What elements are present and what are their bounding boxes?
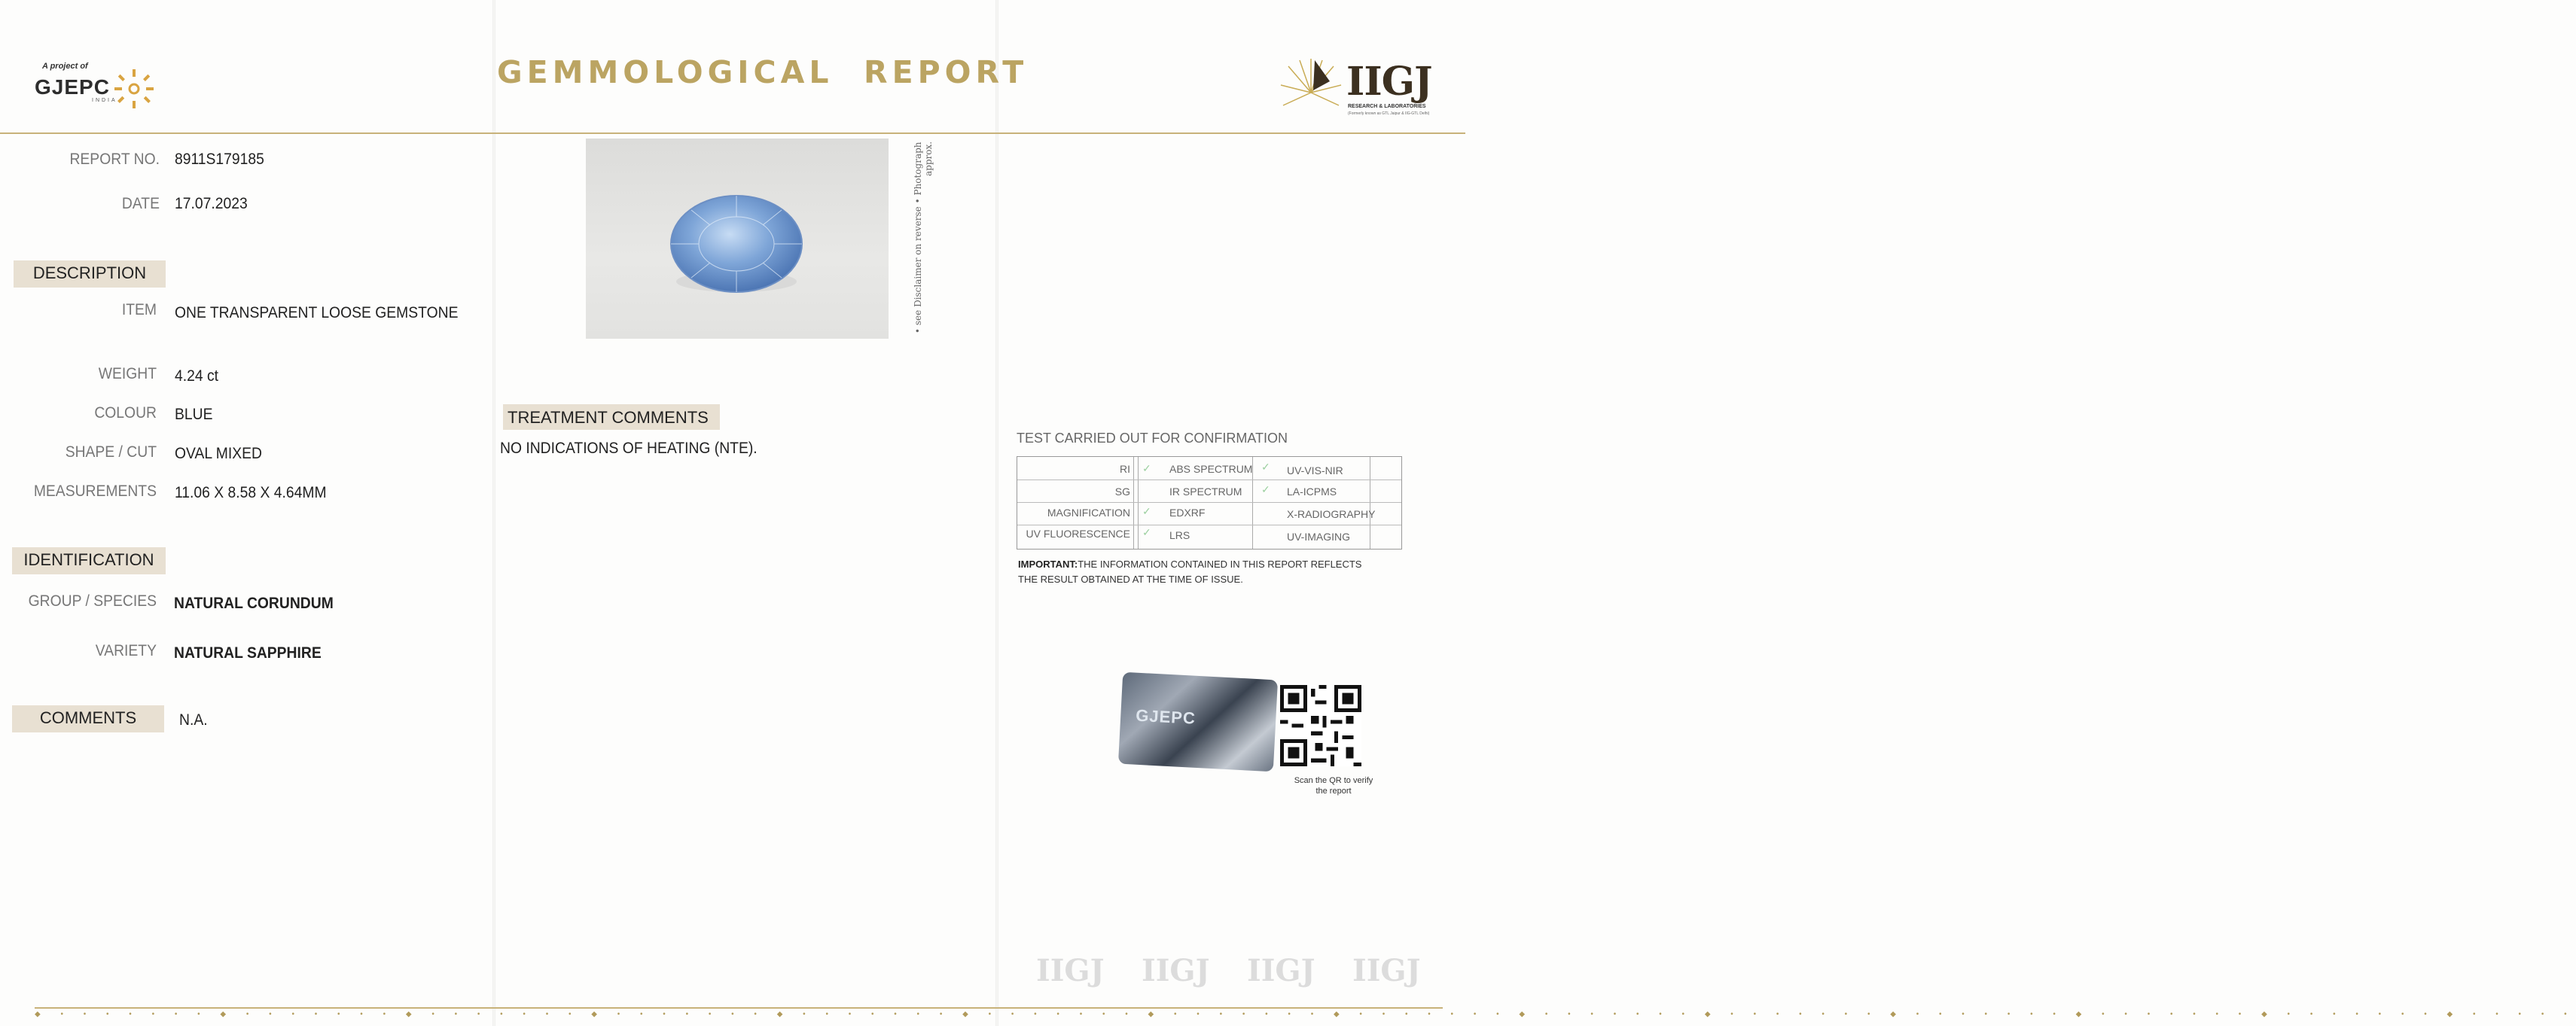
test-ri: RI [1120, 463, 1130, 475]
date-label: DATE [121, 195, 160, 212]
treatment-value: NO INDICATIONS OF HEATING (NTE). [500, 440, 758, 457]
item-value: ONE TRANSPARENT LOOSE GEMSTONE [175, 304, 459, 321]
iigj-watermark: IIGJ [1352, 953, 1421, 988]
weight-label: WEIGHT [98, 365, 157, 382]
tests-table [1017, 456, 1402, 550]
test-la-icpms: LA-ICPMS [1287, 486, 1337, 498]
important-label: IMPORTANT: [1018, 559, 1078, 570]
check-icon: ✓ [1261, 483, 1270, 495]
test-magnification: MAGNIFICATION [1047, 507, 1130, 519]
weight-value: 4.24 ct [175, 367, 219, 385]
report-no-value: 8911S179185 [175, 151, 264, 168]
check-icon: ✓ [1142, 505, 1151, 517]
variety-label: VARIETY [95, 642, 157, 659]
footer-ornament: ◆ • • • • • • • ◆ • • • • • • • ◆ • • • • • • • ◆ • • • • • • • ◆ • • • • • • • ◆ • • • • • • • ◆ • • • • • • • ◆ • • • • • • • ◆ • • • • • • • ◆ • • • • • • • ◆ • • • • • • • ◆ • • • • • • • ◆ • • • • • • • ◆ • • • • • [35, 1010, 2576, 1018]
check-icon: ✓ [1142, 462, 1151, 474]
test-abs-spectrum: ABS SPECTRUM [1169, 463, 1253, 475]
colour-value: BLUE [175, 406, 213, 423]
test-lrs: LRS [1169, 529, 1190, 541]
iigj-watermark: IIGJ [1036, 953, 1105, 988]
hologram-text: GJEPC [1135, 705, 1197, 728]
important-note [1018, 557, 1372, 587]
qr-code-icon [1280, 685, 1361, 766]
iigj-sunburst-icon [1277, 51, 1345, 119]
paper-fold [995, 0, 998, 1026]
shape-label: SHAPE / CUT [65, 443, 157, 461]
gjepc-project-text: A project of [42, 62, 88, 71]
footer-divider [35, 1007, 1443, 1009]
iigj-subtitle: RESEARCH & LABORATORIES [1348, 104, 1426, 109]
paper-fold [492, 0, 495, 1026]
iigj-logo [1277, 51, 1435, 126]
test-uv-fluorescence: UV FLUORESCENCE [1026, 528, 1130, 540]
identification-heading: IDENTIFICATION [12, 547, 166, 574]
photo-disclaimer: • see Disclaimer on reverse • Photograph approx. [913, 142, 934, 333]
comments-value: N.A. [179, 711, 208, 729]
variety-value: NATURAL SAPPHIRE [174, 644, 322, 662]
tests-title: TEST CARRIED OUT FOR CONFIRMATION [1017, 431, 1288, 446]
test-ir-spectrum: IR SPECTRUM [1169, 486, 1242, 498]
date-value: 17.07.2023 [175, 195, 248, 212]
item-label: ITEM [121, 301, 157, 318]
table-divider [1138, 457, 1139, 549]
hologram-sticker [1118, 672, 1278, 772]
shape-value: OVAL MIXED [175, 445, 262, 462]
description-heading: DESCRIPTION [14, 260, 166, 288]
gjepc-emblem-icon [113, 68, 155, 110]
table-divider [1133, 457, 1134, 549]
measurements-label: MEASUREMENTS [33, 483, 157, 500]
test-uv-imaging: UV-IMAGING [1287, 531, 1351, 543]
check-icon: ✓ [1142, 526, 1151, 538]
treatment-heading: TREATMENT COMMENTS [503, 404, 720, 430]
comments-heading: COMMENTS [12, 705, 164, 732]
report-title: GEMMOLOGICAL REPORT [497, 54, 1029, 90]
test-edxrf: EDXRF [1169, 507, 1206, 519]
table-divider [1017, 502, 1401, 503]
iigj-watermark: IIGJ [1247, 953, 1315, 988]
test-sg: SG [1114, 486, 1130, 498]
measurements-value: 11.06 X 8.58 X 4.64MM [175, 484, 327, 501]
test-x-radiography: X-RADIOGRAPHY [1287, 508, 1376, 520]
iigj-wordmark: IIGJ [1346, 59, 1432, 105]
header-divider [0, 132, 1465, 134]
gjepc-logo [35, 62, 163, 114]
gjepc-name: GJEPC [35, 75, 110, 99]
gemstone-photo [586, 139, 889, 339]
group-label: GROUP / SPECIES [28, 592, 157, 610]
gjepc-country: INDIA [92, 98, 117, 103]
iigj-watermark: IIGJ [1142, 953, 1210, 988]
colour-label: COLOUR [94, 404, 157, 422]
iigj-subtitle-small: (Formerly known as GTL Jaipur & IIG-GTL Delhi) [1348, 111, 1430, 116]
sapphire-gem-icon [586, 139, 889, 339]
group-value: NATURAL CORUNDUM [174, 595, 334, 612]
scan-instruction: Scan the QR to verify the report [1294, 776, 1373, 796]
check-icon: ✓ [1261, 461, 1270, 473]
test-uv-vis-nir: UV-VIS-NIR [1287, 464, 1343, 476]
report-no-label: REPORT NO. [69, 151, 160, 168]
verify-qr-code[interactable] [1280, 685, 1361, 766]
important-text: THE INFORMATION CONTAINED IN THIS REPORT REFLECTS THE RESULT OBTAINED AT THE TIME OF ISSUE. [1018, 559, 1362, 585]
